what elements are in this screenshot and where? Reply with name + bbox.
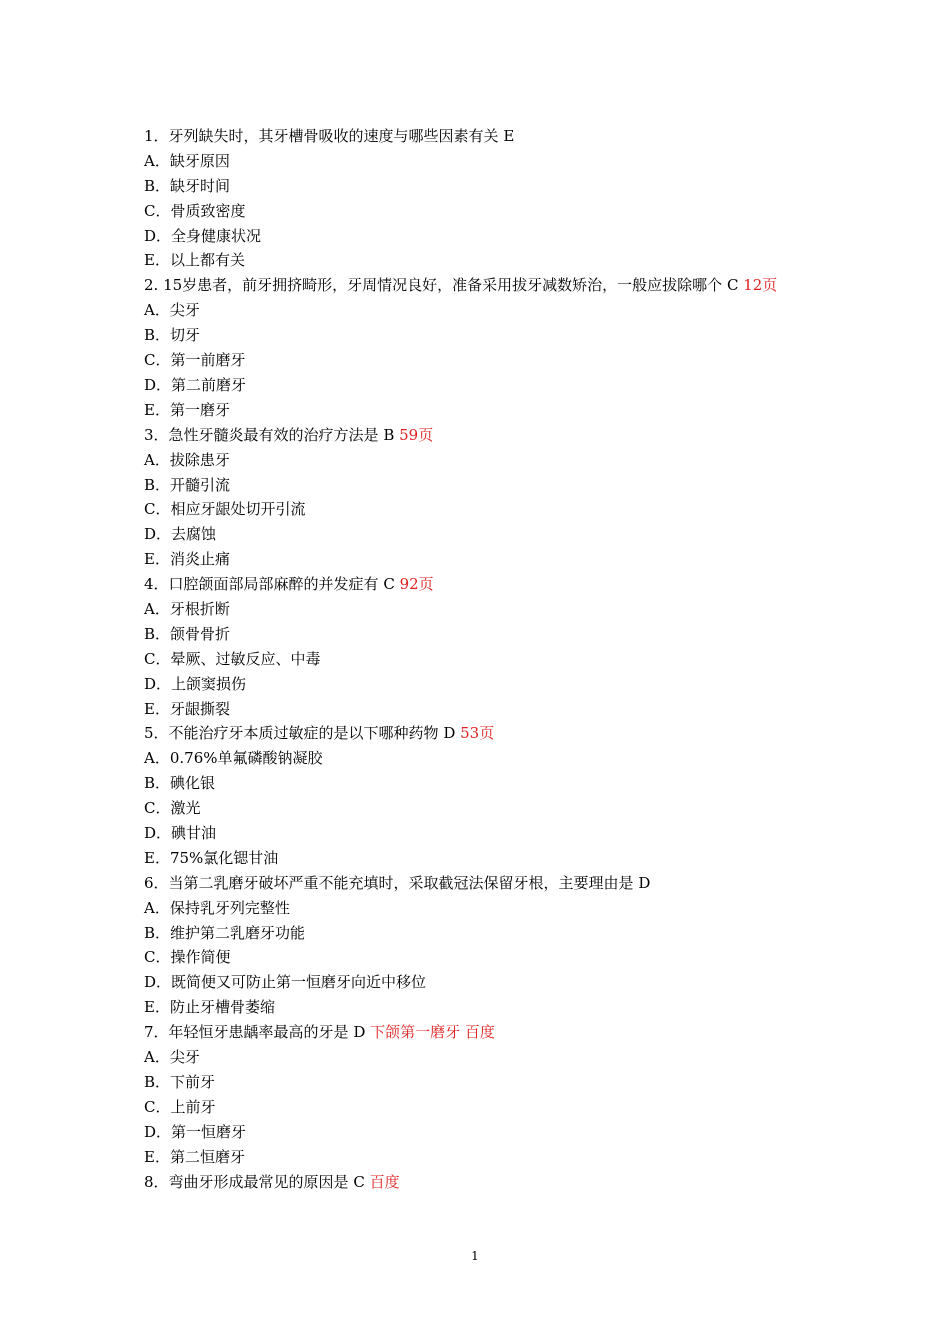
- question-block: [144, 1020, 810, 1169]
- question-stem: [144, 572, 810, 597]
- answer-option: A．0.76%单氟磷酸钠凝胶: [144, 749, 323, 768]
- answer-option: C．操作简便: [144, 948, 231, 967]
- answer-option: C．上前牙: [144, 1097, 216, 1116]
- answer-option: A．牙根折断: [144, 599, 230, 618]
- question-text: 5．不能治疗牙本质过敏症的是以下哪种药物 D: [144, 724, 461, 743]
- answer-option: B．颌骨骨折: [144, 624, 231, 643]
- answer-option: C．第一前磨牙: [144, 351, 246, 370]
- answer-option: D．去腐蚀: [144, 525, 217, 544]
- answer-option: A．尖牙: [144, 1048, 200, 1067]
- question-block: [144, 871, 810, 1020]
- answer-option: D．全身健康状况: [144, 226, 262, 245]
- answer-option: A．拔除患牙: [144, 450, 230, 469]
- question-block: [144, 572, 810, 721]
- answer-note: 53页: [460, 724, 495, 743]
- answer-option: D．第一恒磨牙: [144, 1122, 247, 1141]
- question-text: 6．当第二乳磨牙破坏严重不能充填时，采取截冠法保留牙根，主要理由是 D: [144, 873, 651, 892]
- question-block: [144, 273, 810, 422]
- question-stem: [144, 124, 810, 149]
- answer-option: E．牙龈撕裂: [144, 699, 230, 718]
- answer-option: C．相应牙龈处切开引流: [144, 500, 306, 519]
- question-stem: [144, 1170, 810, 1195]
- answer-option: C．激光: [144, 799, 201, 818]
- answer-option: C．晕厥、过敏反应、中毒: [144, 649, 321, 668]
- question-stem: [144, 423, 810, 448]
- answer-option: A．尖牙: [144, 301, 200, 320]
- answer-note: 百度: [369, 1172, 400, 1191]
- answer-note: 59页: [399, 425, 434, 444]
- question-stem: [144, 871, 810, 896]
- answer-option: D．既简便又可防止第一恒磨牙向近中移位: [144, 973, 427, 992]
- question-block: [144, 1170, 810, 1195]
- answer-option: E．消炎止痛: [144, 550, 230, 569]
- answer-option: A．缺牙原因: [144, 151, 230, 170]
- answer-option: C．骨质致密度: [144, 201, 246, 220]
- question-stem: [144, 721, 810, 746]
- answer-option: B．切牙: [144, 326, 201, 345]
- answer-option: D．上颌窦损伤: [144, 674, 247, 693]
- answer-option: B．开髓引流: [144, 475, 231, 494]
- answer-option: E．第一磨牙: [144, 400, 230, 419]
- question-block: [144, 124, 810, 273]
- question-block: [144, 721, 810, 870]
- answer-option: B．维护第二乳磨牙功能: [144, 923, 306, 942]
- question-text: 2. 15岁患者，前牙拥挤畸形，牙周情况良好，准备采用拔牙减数矫治，一般应拔除哪个 C: [144, 276, 744, 295]
- answer-note: 12页: [743, 276, 778, 295]
- answer-note: 下颌第一磨牙 百度: [370, 1023, 495, 1042]
- answer-option: E．防止牙槽骨萎缩: [144, 998, 275, 1017]
- answer-option: D．第二前磨牙: [144, 375, 247, 394]
- question-stem: [144, 273, 810, 298]
- question-text: 1．牙列缺失时，其牙槽骨吸收的速度与哪些因素有关 E: [144, 127, 515, 145]
- question-text: 4．口腔颌面部局部麻醉的并发症有 C: [144, 575, 400, 594]
- answer-option: B．缺牙时间: [144, 176, 231, 195]
- question-text: 8．弯曲牙形成最常见的原因是 C: [144, 1172, 370, 1191]
- question-list: [144, 124, 810, 1194]
- page-number: 1: [471, 1249, 479, 1263]
- question-block: [144, 423, 810, 572]
- answer-option: E．75%氯化锶甘油: [144, 848, 279, 867]
- answer-option: A．保持乳牙列完整性: [144, 898, 290, 917]
- question-stem: [144, 1020, 810, 1045]
- question-text: 7．年轻恒牙患龋率最高的牙是 D: [144, 1023, 371, 1042]
- answer-option: B．下前牙: [144, 1072, 216, 1091]
- question-text: 3．急性牙髓炎最有效的治疗方法是 B: [144, 425, 400, 444]
- answer-option: D．碘甘油: [144, 824, 217, 843]
- answer-option: E．以上都有关: [144, 251, 245, 270]
- answer-option: B．碘化银: [144, 774, 216, 793]
- answer-note: 92页: [399, 575, 434, 594]
- answer-option: E．第二恒磨牙: [144, 1147, 245, 1166]
